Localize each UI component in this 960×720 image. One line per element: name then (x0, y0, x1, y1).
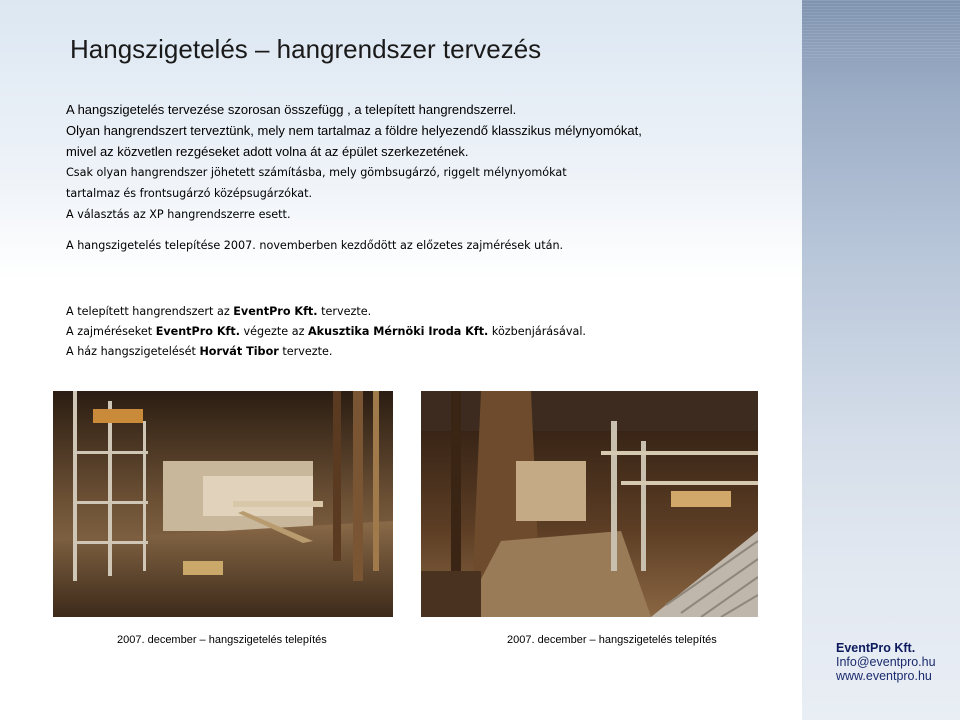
intro-paragraph (66, 99, 642, 225)
contact-website-link[interactable]: www.eventpro.hu (836, 669, 932, 683)
intro-line: A hangszigetelés tervezése szorosan összefügg , a telepített hangrendszerrel. (66, 102, 517, 117)
photo-caption: 2007. december – hangszigetelés telepítés (117, 634, 327, 646)
credit-line-measurement: A zajméréseket EventPro Kft. végezte az Akusztika Mérnöki Iroda Kft. közbenjárásával. (66, 325, 586, 338)
speaker-line: tartalmaz és frontsugárzó középsugárzókat. (66, 187, 313, 200)
credit-line-designer: A telepített hangrendszert az EventPro Kft. tervezte. (66, 305, 372, 318)
credits-paragraph (66, 302, 586, 362)
contact-company: EventPro Kft. (836, 641, 916, 655)
construction-photo-2 (421, 391, 758, 617)
person-name: Horvát Tibor (199, 345, 279, 358)
company-name: EventPro Kft. (155, 325, 240, 338)
credit-line-insulation: A ház hangszigetelését Horvát Tibor tervezte. (66, 345, 333, 358)
installation-paragraph: A hangszigetelés telepítése 2007. novemberben kezdődött az előzetes zajmérések után. (66, 239, 564, 252)
speaker-line: Csak olyan hangrendszer jöhetett számításba, mely gömbsugárzó, riggelt mélynyomókat (66, 166, 567, 179)
side-decoration-strip (802, 0, 960, 720)
speaker-line: A választás az XP hangrendszerre esett. (66, 208, 291, 221)
intro-line: mivel az közvetlen rezgéseket adott volna át az épület szerkezetének. (66, 144, 469, 159)
contact-block (836, 641, 936, 683)
photo-caption: 2007. december – hangszigetelés telepítés (507, 634, 717, 646)
page-title: Hangszigetelés – hangrendszer tervezés (70, 34, 542, 64)
contact-email-link[interactable]: Info@eventpro.hu (836, 655, 936, 669)
partner-name: Akusztika Mérnöki Iroda Kft. (308, 325, 489, 338)
construction-photo-1 (53, 391, 393, 617)
intro-line: Olyan hangrendszert terveztünk, mely nem tartalmaz a földre helyezendő klasszikus mélynyomókat, (66, 123, 642, 138)
company-name: EventPro Kft. (233, 305, 318, 318)
